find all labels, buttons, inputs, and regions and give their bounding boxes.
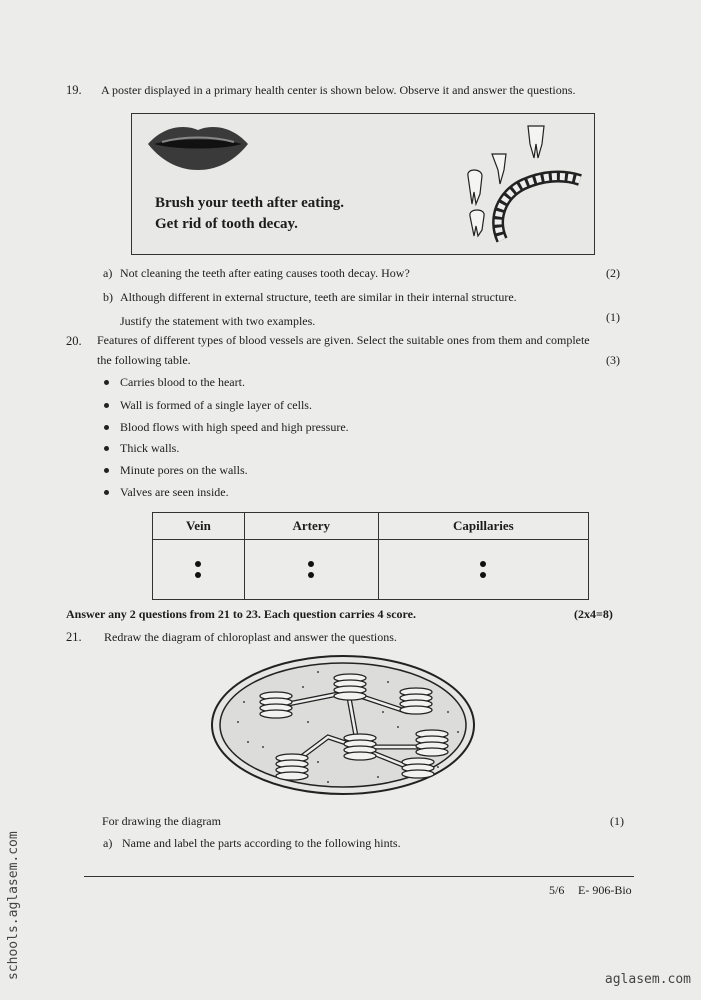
table-header-artery: Artery — [244, 513, 378, 540]
q19-b-score: (1) — [606, 310, 620, 324]
vein-answer-cell[interactable] — [153, 540, 245, 600]
q19-b-label: b) — [103, 290, 113, 304]
bullet-icon — [195, 561, 201, 567]
bullet-icon — [104, 490, 109, 495]
q19-b-text2: Justify the statement with two examples. — [120, 314, 316, 328]
blood-vessel-table — [152, 512, 589, 600]
q19-a-score: (2) — [606, 266, 620, 280]
q20-text2: the following table. — [97, 353, 191, 367]
bullet-icon — [104, 468, 109, 473]
bullet-icon — [104, 446, 109, 451]
side-watermark: schools.aglasem.com — [6, 831, 21, 980]
q21-a-label: a) — [103, 836, 113, 850]
q19-number: 19. — [66, 83, 82, 97]
q19-poster — [131, 113, 595, 255]
table-header-vein: Vein — [153, 513, 245, 540]
q20-bullet-4: Thick walls. — [120, 441, 180, 455]
q20-bullet-1: Carries blood to the heart. — [120, 375, 245, 389]
chloroplast-diagram — [208, 652, 478, 798]
footer-code: E- 906-Bio — [578, 883, 632, 897]
q21-a-text: Name and label the parts according to the following hints. — [122, 836, 401, 850]
q19-a-label: a) — [103, 266, 113, 280]
q21-text: Redraw the diagram of chloroplast and answer the questions. — [104, 630, 397, 644]
q20-bullet-5: Minute pores on the walls. — [120, 463, 248, 477]
q20-bullet-2: Wall is formed of a single layer of cells. — [120, 398, 312, 412]
q20-bullet-6: Valves are seen inside. — [120, 485, 229, 499]
bullet-icon — [480, 572, 486, 578]
q19-b-text: Although different in external structure, teeth are similar in their internal structure. — [120, 290, 517, 304]
poster-line-1: Brush your teeth after eating. — [155, 195, 345, 211]
poster-line-2: Get rid of tooth decay. — [155, 216, 298, 232]
q20-bullet-3: Blood flows with high speed and high pressure. — [120, 420, 349, 434]
q20-score: (3) — [606, 353, 620, 367]
q20-number: 20. — [66, 334, 82, 348]
bottom-watermark: aglasem.com — [604, 972, 691, 987]
mouth-illustration — [144, 120, 252, 174]
bullet-icon — [480, 561, 486, 567]
teeth-illustration — [462, 118, 590, 250]
footer-page: 5/6 — [549, 883, 565, 897]
section-instruction: Answer any 2 questions from 21 to 23. Each question carries 4 score. — [66, 607, 416, 621]
q21-drawing-score: (1) — [610, 814, 624, 828]
bullet-icon — [308, 561, 314, 567]
bullet-icon — [308, 572, 314, 578]
footer-divider — [84, 876, 634, 877]
bullet-icon — [104, 380, 109, 385]
q19-text: A poster displayed in a primary health center is shown below. Observe it and answer the questions. — [101, 83, 576, 97]
capillaries-answer-cell[interactable] — [378, 540, 588, 600]
bullet-icon — [104, 425, 109, 430]
q20-text: Features of different types of blood vessels are given. Select the suitable ones from them and complete — [97, 333, 590, 347]
q19-a-text: Not cleaning the teeth after eating causes tooth decay. How? — [120, 266, 410, 280]
q21-number: 21. — [66, 630, 82, 644]
section-score: (2x4=8) — [574, 607, 613, 621]
artery-answer-cell[interactable] — [244, 540, 378, 600]
bullet-icon — [104, 403, 109, 408]
bullet-icon — [195, 572, 201, 578]
q21-drawing-text: For drawing the diagram — [102, 814, 221, 828]
table-header-capillaries: Capillaries — [378, 513, 588, 540]
